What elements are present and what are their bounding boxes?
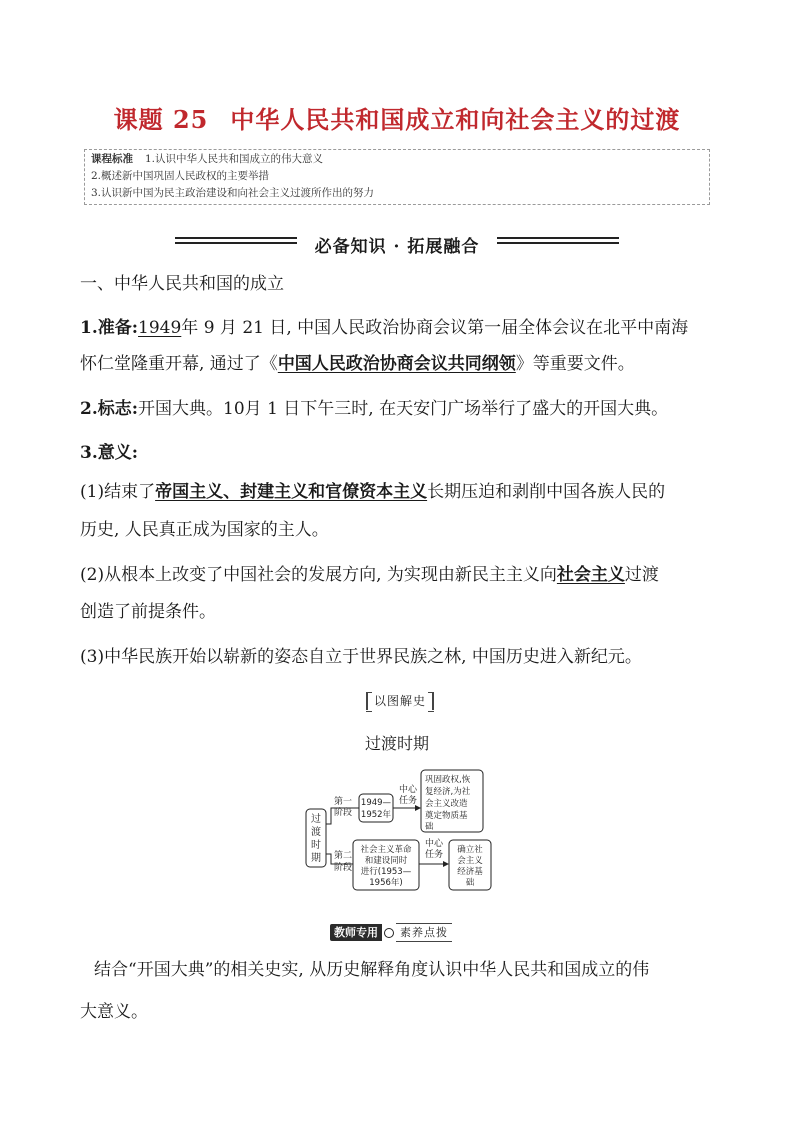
standard-item-1: 1.认识中华人民共和国成立的伟大意义 xyxy=(145,153,324,165)
stage2-task-3: 经济基 xyxy=(457,867,483,877)
stage1-period-1: 1949— xyxy=(360,798,392,808)
meaning-1 xyxy=(80,480,720,504)
stage1-task-4: 奠定物质基 xyxy=(425,811,468,821)
stage1-arrow-label-2: 任务 xyxy=(398,796,418,806)
illustration-tag: 以图解史 xyxy=(366,692,434,710)
meaning-2-a: (2)从根本上改变了中国社会的发展方向, 为实现由新民主主义向 xyxy=(80,565,557,585)
root-char-3: 时 xyxy=(311,840,321,851)
teacher-only-tag xyxy=(330,924,452,941)
root-char-1: 过 xyxy=(311,814,321,825)
paragraph-preparation xyxy=(80,316,720,340)
stage2-period-4: 1956年) xyxy=(369,878,403,888)
teacher-only-label: 教师专用 xyxy=(330,924,382,941)
significance-label: 3.意义: xyxy=(80,443,139,463)
stage1-task-5: 础 xyxy=(425,822,434,832)
symbol-label: 2.标志: xyxy=(80,399,139,419)
stage2-task-4: 础 xyxy=(465,878,475,888)
common-program-title: 中国人民政治协商会议共同纲领 xyxy=(277,354,516,374)
lesson-number: 课题 25 xyxy=(113,105,209,134)
circle-icon xyxy=(384,928,394,938)
branch-lines xyxy=(326,808,334,864)
meaning-1-cont: 历史, 人民真正成为国家的主人。 xyxy=(80,520,329,540)
teacher-text-cont: 大意义。 xyxy=(80,1002,148,1022)
stage2-period-1: 社会主义革命 xyxy=(360,845,412,855)
stage1-arrow-label-1: 中心 xyxy=(398,785,418,795)
stage1-task-1: 巩固政权,恢 xyxy=(425,775,471,785)
stage2-label-1: 第二 xyxy=(333,851,353,861)
paragraph-symbol xyxy=(80,397,720,421)
transition-period-diagram xyxy=(298,764,528,894)
preparation-text-b: 怀仁堂隆重开幕, 通过了《 xyxy=(80,354,278,374)
standard-item-3: 3.认识新中国为民主政治建设和向社会主义过渡所作出的努力 xyxy=(91,187,375,199)
stage2-task-2: 会主义 xyxy=(457,856,483,866)
stage1-task-2: 复经济,为社 xyxy=(425,787,471,797)
root-char-2: 渡 xyxy=(311,827,321,838)
stage1-label-1: 第一 xyxy=(333,797,353,807)
section-banner xyxy=(175,232,619,256)
meaning-1-key: 帝国主义、封建主义和官僚资本主义 xyxy=(155,482,428,502)
meaning-2-key: 社会主义 xyxy=(556,565,625,585)
teacher-text: 结合“开国大典”的相关史实, 从历史解释角度认识中华人民共和国成立的伟 xyxy=(94,960,650,980)
banner-text: 必备知识 · 拓展融合 xyxy=(314,237,480,257)
preparation-text-c: 》等重要文件。 xyxy=(515,354,635,374)
stage2-task-1: 确立社 xyxy=(457,845,483,855)
preparation-text-a: 年 9 月 21 日, 中国人民政治协商会议第一届全体会议在北平中南海 xyxy=(181,318,689,338)
stage1-task-3: 会主义改造 xyxy=(425,799,468,809)
meaning-1-a: (1)结束了 xyxy=(80,482,156,502)
standard-item-2: 2.概述新中国巩固人民政权的主要举措 xyxy=(91,170,270,182)
standards-label: 课程标准 xyxy=(91,153,133,165)
stage2-label-2: 阶段 xyxy=(333,863,353,873)
page-title xyxy=(0,100,794,135)
stage2-arrow-label-2: 任务 xyxy=(424,850,444,860)
stage2-period-3: 进行(1953— xyxy=(360,867,412,877)
root-char-4: 期 xyxy=(311,853,321,864)
lesson-title: 中华人民共和国成立和向社会主义的过渡 xyxy=(230,105,681,134)
paragraph-preparation-cont xyxy=(80,352,720,376)
meaning-3: (3)中华民族开始以崭新的姿态自立于世界民族之林, 中国历史进入新纪元。 xyxy=(80,647,642,667)
stage2-period-2: 和建设同时 xyxy=(364,856,408,866)
stage1-period-2: 1952年 xyxy=(360,810,392,820)
diagram-title: 过渡时期 xyxy=(364,734,429,753)
preparation-label: 1.准备: xyxy=(80,318,139,338)
stage1-label-2: 阶段 xyxy=(333,808,353,818)
symbol-text: 开国大典。10月 1 日下午三时, 在天安门广场举行了盛大的开国大典。 xyxy=(138,399,669,419)
curriculum-standards-box xyxy=(84,149,710,205)
preparation-year: 1949 xyxy=(138,318,182,338)
literacy-tips-label: 素养点拨 xyxy=(396,923,452,942)
meaning-1-b: 长期压迫和剥削中国各族人民的 xyxy=(427,482,666,502)
meaning-2-b: 过渡 xyxy=(624,565,659,585)
meaning-2 xyxy=(80,563,720,587)
stage2-arrow-label-1: 中心 xyxy=(424,839,444,849)
section-heading: 一、中华人民共和国的成立 xyxy=(80,274,284,294)
meaning-2-cont: 创造了前提条件。 xyxy=(80,602,216,622)
banner-lines-right xyxy=(497,237,619,249)
